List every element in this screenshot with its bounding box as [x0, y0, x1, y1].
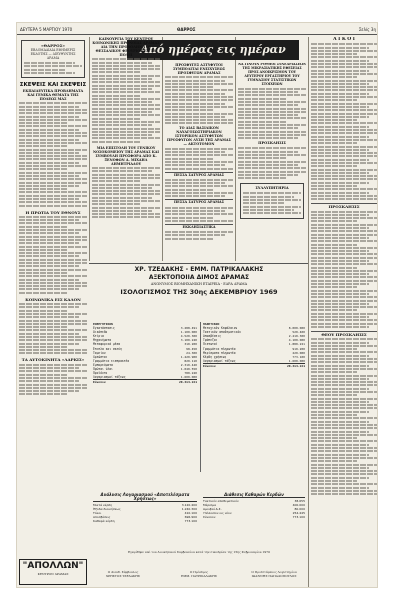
signature-role: Ο Διευθ. Σύμβουλος	[107, 570, 139, 574]
masthead-line: ΕΚΔΟΤΗΣ — ΔΙΕΥΘΥΝΤΗΣ	[30, 52, 76, 57]
article-body	[19, 364, 87, 396]
page-header	[17, 23, 378, 35]
row-label: Σύνολον	[203, 515, 216, 519]
row-amount: 1.100.000	[180, 330, 197, 335]
header-date: ΔΕΥΤΕΡΑ 5 ΜΑΡΤΙΟΥ 1970	[20, 27, 73, 32]
row-label: Λογαριασμοί τάξεως	[93, 375, 126, 380]
row-amount: 98.450	[186, 346, 197, 351]
condolence-box	[240, 183, 304, 218]
row-amount: 4.100.000	[288, 338, 305, 343]
signature-center	[169, 571, 229, 579]
row-label: Πιστωταί	[203, 342, 218, 347]
company-owners: ΧΡ. ΤΖΕΔΑΚΗΣ - ΕΜΜ. ΠΑΤΡΙΚΑΛΑΚΗΣ	[134, 266, 264, 273]
signature-name: ΙΩΑΝΝΗΣ ΠΑΠΑΔΟΠΟΥΛΟΣ	[251, 573, 297, 578]
article-body	[165, 179, 233, 197]
column-3	[165, 63, 233, 265]
article-body	[238, 147, 306, 179]
row-label: Εμπορεύματα	[93, 362, 113, 367]
article-body	[19, 303, 87, 354]
row-label: Οικόπεδα	[93, 330, 108, 335]
table-title: Ανάλυσις Λογαριασμού «Αποτελέσματα Χρήσεως»	[93, 493, 197, 502]
row-amount: 773.100	[184, 519, 197, 523]
left-column	[19, 37, 87, 557]
row-label: Μετοχικόν Κεφάλαιον	[203, 326, 238, 331]
row-label: Χρεώσται	[93, 354, 108, 359]
company-type: ΑΝΩΝΥΜΟΣ ΒΙΟΜΗΧΑΝΙΚΗ ΕΤΑΙΡΕΙΑ - ΕΔΡΑ ΔΡΑΜΑ	[150, 282, 248, 286]
company-name: ΑΞΕΚΤΟΠΟΙΙΑ ΔΙΜΟΣ ΔΡΑΜΑΣ	[148, 274, 250, 281]
headline: ΚΑΙΝΟΥΡΓΙΑ ΤΟΥ ΚΕΝΤΡΟΥ ΚΟΙΝΩΝΙΚΗΣ ΠΡΟΝΟΙΑΣ ΔΡΑΜΑΣ ΔΙΑ ΤΗΝ ΠΡΟΒΟΛΗΝ ΤΟΥ ΘΕΣΣΑΛΙΚΟΥ ΦΡΟΥΡΙΟΥ ΕΝ ΤΗ ΠΟΛΕΙ	[92, 37, 160, 57]
row-amount: 3.120.400	[181, 503, 197, 507]
article-body	[92, 58, 160, 142]
row-amount: 8.000.000	[288, 326, 305, 331]
row-label: Εγκατάστασις	[93, 326, 115, 331]
headline: ΣΥΛΛΥΠΗΤΗΡΙΑ	[255, 186, 289, 191]
row-label: Έξοδα διοικήσεως	[93, 507, 121, 511]
article-body	[19, 102, 87, 206]
article-body	[311, 338, 377, 495]
apollon-advert	[19, 559, 87, 585]
row-amount: 820.110	[184, 358, 197, 363]
newspaper-page	[16, 22, 378, 588]
liabilities-ledger	[203, 322, 305, 368]
column-rule	[162, 37, 163, 261]
header-masthead: ΘΑΡΡΟΣ	[177, 27, 196, 32]
total-row	[203, 363, 305, 368]
table-row	[93, 519, 197, 523]
ledger-title: ΠΑΘΗΤΙΚΟΝ	[203, 322, 220, 326]
headline: ΜΙΑ ΕΠΙΣΤΟΛΗ ΤΟΥ ΓΕΝΙΚΟΥ ΝΟΣΟΚΟΜΕΙΟΥ ΤΗΣ ΔΡΑΜΑΣ ΚΑΙ ΣΥΜΒΟΥΛΗ ΠΡΟΣΦΟΡΑ ΑΠΟ Κ. ΞΕΝΟΦΩΝ Α. ΜΙΧΑΗΛ ΔΗΜΗΤΡΙΑΔΟΥ	[92, 145, 160, 166]
row-label: Αμοιβαί Δ.Σ.	[203, 507, 222, 511]
balance-sheet-heading	[91, 266, 307, 296]
headline: ΠΡΟΣΚΛΗΣΙΣ	[258, 141, 286, 146]
row-amount: 2.410.300	[288, 334, 305, 339]
signature-right	[243, 571, 305, 579]
section-subtitle: ΕΚΠΑΙΔΕΥΤΙΚΑ ΠΡΟΒΛΗΜΑΤΑ ΚΑΙ ΓΕΝΙΚΑ ΘΕΜΑΤΑ ΤΗΣ ΠΟΛΕΩΣ ΜΑΣ	[22, 89, 84, 102]
row-label: Κέρδη χρήσεως	[203, 354, 227, 359]
masthead-line: ΔΡΑΜΑ	[46, 56, 60, 61]
total-label: Σύνολον	[203, 363, 216, 368]
row-amount: 220.000	[292, 350, 305, 355]
article-body	[165, 207, 233, 222]
row-label: Τόκοι	[93, 511, 102, 515]
row-label: Μικτά κέρδη	[93, 503, 113, 507]
row-label: Τράπεζαι	[203, 338, 218, 343]
total-amount: 20.414.221	[286, 363, 305, 368]
article-body	[92, 167, 160, 218]
right-column	[311, 37, 377, 587]
headline: ΠΕΣΣΑ ΣΑΤΥΡΟΣ ΔΡΑΜΑΣ	[165, 172, 233, 178]
results-analysis-table	[93, 493, 197, 523]
total-label: Σύνολον	[93, 380, 106, 385]
article-body	[19, 216, 87, 294]
ledger-title: ΕΝΕΡΓΗΤΙΚΟΝ	[93, 322, 113, 326]
row-amount: 1.600.000	[180, 375, 197, 380]
row-amount: 310.200	[184, 342, 197, 347]
row-amount: 780.240	[184, 371, 197, 376]
headline: ΘΕΟΥ ΠΡΟΣΚΛΗΣΙΣ	[311, 331, 377, 337]
masthead-line: ΕΒΔΟΜΑΔΙΑΙΑ ΕΦΗΜΕΡΙΣ	[30, 48, 76, 52]
headline: ΠΡΟΣΦΥΓΕΣ ΑΣΤΥΦΥΤΟΙ ΣΥΜΠΟΛΙΤΑΙ ΕΝΙΣΧΥΣΕΩΣ ΠΡΟΣΦΥΓΩΝ ΔΡΑΜΑΣ	[173, 63, 225, 75]
row-amount: 696.900	[184, 515, 197, 519]
advert-subtitle: ΚΕΝΤΡΟΝ ΔΡΑΜΑΣ	[37, 572, 69, 576]
row-label: Καθαρά κέρδη	[93, 519, 115, 523]
row-amount: 1.420.900	[180, 354, 197, 359]
row-label: Αποσβέσεις	[203, 334, 222, 339]
section-title: Η ΠΡΩΤΙΑ ΤΟΥ ΕΘΝΟΥΣ	[25, 209, 81, 215]
section-title: ΣΚΕΨΕΙΣ ΚΑΙ ΣΚΕΨΕΙΣ	[19, 82, 87, 89]
row-amount: 1.880.221	[288, 342, 305, 347]
article-body	[165, 148, 233, 170]
total-amount: 20.414.221	[178, 380, 197, 385]
headline: ΠΡΟΣΚΛΗΣΙΣ	[311, 203, 377, 209]
headline: ΤΟ ΔΙΑΣ ΒΑΣΙΛΙΚΟΝ ΝΑΥΑΓΟΣΩΣΤΗΡΙΑΚΟΝ ΙΣΤΟΡΙΚΟΝ ΑΣΤΥΦΥΤΩΝ ΠΡΟΣΦΥΓΩΝ ΛΥΣΗ ΤΗΣ ΔΡΑΜΑΣ — ΑΚΤΟΤΟΜΟΝ	[167, 126, 231, 147]
headline: ΠΕΣΣΑ ΣΑΤΥΡΟΣ ΔΡΑΜΑΣ	[165, 199, 233, 205]
signature-left	[93, 571, 153, 579]
row-amount: 24.300	[186, 350, 197, 355]
article-body	[165, 231, 233, 240]
column-rule	[89, 37, 90, 261]
column-2	[92, 37, 160, 265]
article-body	[165, 76, 233, 124]
balance-sheet-title: ΙΣΟΛΟΓΙΣΜΟΣ ΤΗΣ 30ης ΔΕΚΕΜΒΡΙΟΥ 1969	[120, 288, 278, 296]
signature-name: ΕΜΜ. ΠΑΤΡΙΚΑΛΑΚΗΣ	[181, 573, 217, 578]
signature-role: Ο Προϊστάμενος Λογιστηρίου	[251, 570, 297, 574]
row-label: Γραμμάτια εισπρακτέα	[93, 358, 130, 363]
row-amount: 1.600.000	[288, 358, 305, 363]
headline: ΝΑ ΓΙΝΟΥΝ ΡΥΘΜΟΙ ΣΥΝΕΔΡΙΑΣΕΩΝ ΤΗΣ ΜΙΚΡΑΣΙΑΤΙΚΗΣ ΕΦΕΣΕΙΑΣ ΠΡΟΣ ΑΝΟΙΚΡΙΣΜΟΝ ΤΟΥ ΔΕΥΤΕΡΟΥ ΕΡΓΑΣΤΗΡΙΟΥ ΤΟΥ ΓΥΜΝΑΣΙΟΥ ΣΤΑΤΙΣΤΙΚΩΝ ΣΤΟΙΧΕΙΩΝ	[238, 63, 306, 86]
article-body	[311, 211, 377, 328]
row-label: Προϊόντα	[93, 371, 108, 376]
headline: Α Ι Κ Ο Ι	[333, 37, 355, 42]
approval-note: Εγκρίθηκε υπό του Διοικητικού Συμβουλίου κατά την συνεδρίαν της 15ης Φεβρουαρίου 1970	[127, 550, 271, 554]
row-amount: 80.000	[294, 507, 305, 511]
total-row	[93, 379, 197, 384]
row-amount: 1.040.550	[180, 367, 197, 372]
signature-role: Ο Πρόεδρος	[189, 570, 209, 574]
headline: ΕΚΚΛΗΣΙΑΣΤΙΚΑ	[165, 224, 233, 230]
row-amount: 3.288.491	[180, 326, 197, 331]
row-amount: 38.655	[294, 499, 305, 503]
row-label: Τακτικόν αποθεματικόν	[203, 499, 239, 503]
row-amount: 2.310.440	[180, 362, 197, 367]
header-page-number: Σελίς 3η	[358, 27, 376, 32]
row-label: Υπόλοιπον εις νέον	[203, 511, 232, 515]
table-row	[203, 515, 305, 519]
profit-distribution-table	[203, 493, 305, 519]
row-amount: 410.100	[184, 511, 197, 515]
ledger-divider	[200, 322, 201, 472]
masthead-box	[21, 40, 85, 78]
row-label: Τακτικόν αποθεματικόν	[203, 330, 241, 335]
section-title: ΚΟΙΝΩΝΙΚΑ ΕΙΣ ΚΑΛΟΝ	[25, 296, 81, 302]
row-label: Μηχανήματα	[93, 338, 112, 343]
row-label: Μέρισμα	[203, 503, 216, 507]
row-amount: 1.240.300	[181, 507, 197, 511]
row-amount: 254.445	[292, 511, 305, 515]
row-amount: 520.400	[292, 330, 305, 335]
row-label: Αποσβέσεις	[93, 515, 111, 519]
article-body	[311, 43, 377, 200]
column-rule	[308, 37, 309, 588]
section-banner: Από ημέρας εις ημέραν	[127, 40, 299, 60]
article-body	[238, 88, 306, 139]
section-rule	[89, 263, 308, 264]
row-amount: 3.100.240	[180, 338, 197, 343]
signature-name: ΧΡΗΣΤΟΣ ΤΖΕΔΑΚΗΣ	[105, 573, 140, 578]
row-amount: 4.520.300	[180, 334, 197, 339]
masthead-title: «ΘΑΡΡΟΣ»	[41, 43, 65, 48]
table-title: Διάθεσις Καθαρών Κερδών	[203, 493, 305, 498]
row-label: Κτίρια	[93, 334, 104, 339]
row-label: Ταμείον	[93, 350, 106, 355]
row-amount: 910.200	[292, 346, 305, 351]
advert-name: "ΑΠΟΛΛΩΝ"	[22, 561, 84, 571]
section-title: ΤΑ ΑΥΤΟΚΙΝΗΤΑ «ΛΑΡΚΙΣ»	[21, 357, 85, 363]
row-amount: 773.100	[292, 354, 305, 359]
row-label: Μερίσματα πληρωτέα	[203, 350, 236, 355]
row-label: Πρώται ύλαι	[93, 367, 113, 372]
assets-ledger	[93, 322, 197, 384]
column-rule	[235, 37, 236, 261]
row-amount: 400.000	[292, 503, 305, 507]
row-label: Μεταφορικά μέσα	[93, 342, 121, 347]
row-label: Λογαριασμοί τάξεως	[203, 358, 236, 363]
row-amount: 773.100	[292, 515, 305, 519]
row-label: Έπιπλα και σκεύη	[93, 346, 122, 351]
column-4	[238, 63, 306, 265]
row-label: Γραμμάτια πληρωτέα	[203, 346, 236, 351]
